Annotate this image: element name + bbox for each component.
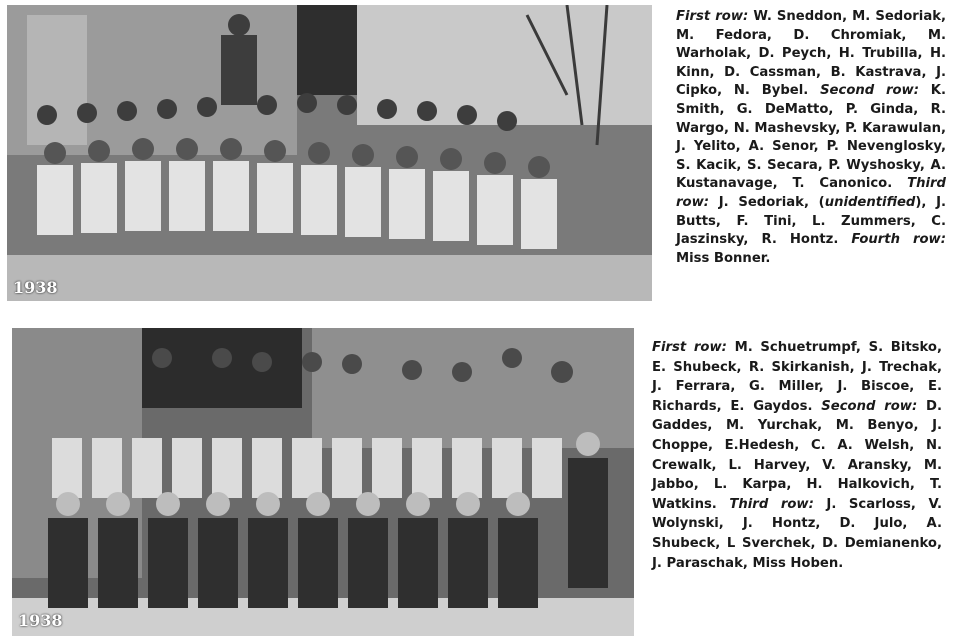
caption-bottom: [652, 338, 942, 573]
row-label: Second row:: [821, 398, 918, 414]
row-names: ), J. Butts, F. Tini, L. Zummers, C. Jaszinsky, R. Hontz.: [676, 194, 946, 248]
photo-scene: [12, 328, 634, 636]
row-label: Fourth row:: [851, 232, 946, 248]
photo-scene: [7, 5, 652, 301]
row-label: First row:: [652, 340, 727, 355]
row-names: K. Smith, G. DeMatto, P. Ginda, R. Wargo, N. Mashevsky, P. Karawulan, J. Yelito, A. Senor, P. Nevenglosky, S. Kacik, S. Secara, P. Wyshosky, A. Kustanavage, T. Canonico.: [676, 83, 947, 192]
class-photo-1938-top: [7, 5, 652, 301]
photo-year-label: 1938: [18, 611, 63, 630]
photo-year-label: 1938: [13, 278, 58, 297]
row-names: Miss Bonner.: [676, 250, 771, 266]
row-names: D. Gaddes, M. Yurchak, M. Benyo, J. Choppe, E.Hedesh, C. A. Welsh, N. Crewalk, L. Harvey, V. Aransky, M. Jabbo, L. Karpa, H. Halkovich, T. Watkins.: [652, 398, 942, 512]
row-label: Third row:: [729, 496, 814, 512]
row-label: First row:: [676, 9, 749, 24]
unidentified-note: unidentified: [824, 194, 916, 210]
caption-top: [676, 8, 946, 268]
row-label: Second row:: [820, 83, 919, 99]
row-names: M. Schuetrumpf, S. Bitsko, E. Shubeck, R. Skirkanish, J. Trechak, J. Ferrara, G. Miller, J. Biscoe, E. Richards, E. Gaydos.: [652, 340, 942, 414]
class-photo-1938-bottom: [12, 328, 634, 636]
row-names: J. Scarloss, V. Wolynski, J. Hontz, D. Julo, A. Shubeck, L Sverchek, D. Demianenko, J. Paraschak, Miss Hoben.: [652, 496, 942, 571]
row-label: Third row:: [676, 176, 946, 210]
row-names: W. Sneddon, M. Sedoriak, M. Fedora, D. Chromiak, M. Warholak, D. Peych, H. Trubilla, H. Kinn, D. Cassman, B. Kastrava, J. Cipko, N. Bybel.: [676, 9, 946, 99]
row-names: J. Sedoriak, (: [718, 194, 825, 210]
